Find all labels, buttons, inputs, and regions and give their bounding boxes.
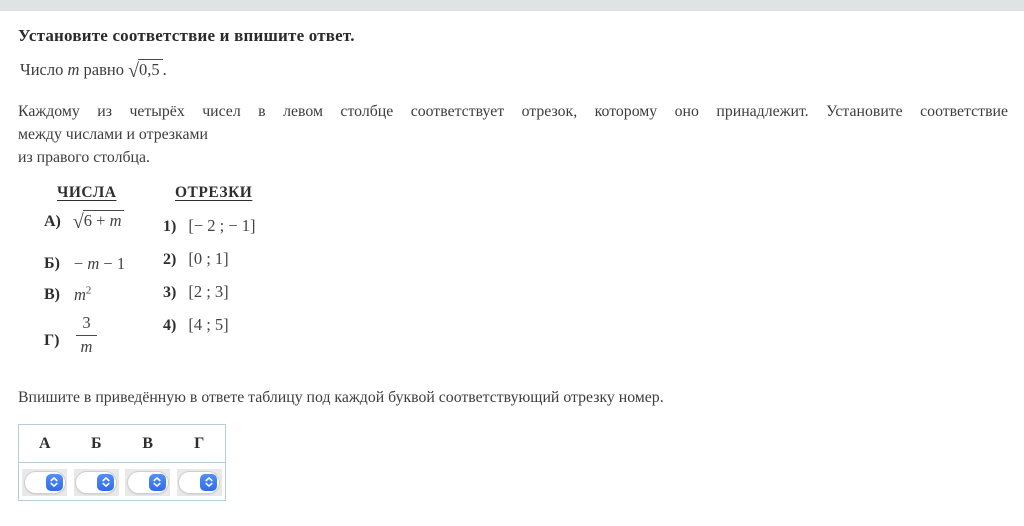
- number-item-v-expression: [74, 285, 91, 305]
- radical-icon: √: [128, 60, 139, 82]
- answer-input-b[interactable]: [76, 472, 116, 493]
- radicand: [83, 210, 125, 230]
- numbers-column-header: ЧИСЛА: [57, 184, 117, 201]
- answer-input-v-box: [125, 469, 170, 496]
- answer-input-a-stepper[interactable]: [46, 474, 63, 491]
- answer-header-b: Б: [90, 434, 102, 452]
- segment-item-4: [163, 315, 229, 335]
- question-title: Установите соответствие и впишите ответ.: [18, 26, 355, 45]
- answer-cell-a: [19, 469, 71, 496]
- segment-item-2-label: 2): [163, 251, 177, 268]
- expr-post: − 1: [99, 254, 126, 273]
- answer-input-g[interactable]: [179, 472, 219, 493]
- expr-exponent: 2: [85, 284, 92, 297]
- chevron-up-down-icon: [49, 476, 59, 488]
- task-paragraph: [18, 100, 1008, 169]
- chevron-up-down-icon: [101, 476, 111, 488]
- answer-table-input-row: [19, 463, 225, 501]
- given-prefix: Число: [20, 60, 68, 79]
- segment-item-3: [163, 282, 229, 302]
- task-paragraph-line3: из правого столбца.: [18, 149, 150, 166]
- answer-header-a: А: [38, 434, 51, 452]
- answer-header-g: Г: [194, 434, 205, 452]
- number-item-g: [44, 314, 97, 357]
- answer-input-b-field[interactable]: [81, 473, 97, 491]
- answer-table-header-row: [19, 425, 225, 463]
- number-item-g-fraction: [76, 314, 98, 357]
- answer-header-v: В: [142, 434, 154, 452]
- segment-item-3-value: [2 ; 3]: [188, 282, 229, 301]
- number-item-g-label: Г): [44, 331, 60, 349]
- fraction-numerator: 3: [82, 313, 91, 332]
- answer-cell-g: [174, 469, 226, 496]
- chevron-up-down-icon: [152, 476, 162, 488]
- answer-input-a-box: [22, 469, 67, 496]
- answer-input-a-field[interactable]: [30, 473, 46, 491]
- answer-input-g-field[interactable]: [184, 473, 200, 491]
- fraction-denominator: m: [76, 335, 98, 357]
- segment-item-1-value: [− 2 ; − 1]: [188, 216, 256, 235]
- given-middle: равно: [79, 60, 129, 79]
- answer-input-g-box: [177, 469, 222, 496]
- number-item-a: [44, 211, 124, 233]
- expr-var: m: [87, 254, 100, 273]
- answer-input-b-stepper[interactable]: [97, 474, 114, 491]
- number-item-v-label: В): [44, 286, 60, 303]
- segment-item-1: [163, 216, 256, 236]
- number-item-v: [44, 285, 91, 305]
- radicand: 0,5: [138, 59, 163, 79]
- answer-input-g-stepper[interactable]: [200, 474, 217, 491]
- segment-item-1-label: 1): [163, 218, 177, 235]
- radical-icon: √: [72, 211, 84, 233]
- number-item-b-expression: [74, 254, 125, 274]
- segment-item-4-label: 4): [163, 317, 177, 334]
- number-item-a-expression: [73, 211, 125, 233]
- segments-column-header: ОТРЕЗКИ: [175, 184, 253, 201]
- answer-input-b-box: [74, 469, 119, 496]
- segment-item-2: [163, 249, 229, 269]
- number-item-b: [44, 254, 125, 274]
- answer-cell-b: [71, 469, 123, 496]
- radicand-var: m: [109, 211, 122, 230]
- answer-instruction: Впишите в приведённую в ответе таблицу под каждой буквой соответствующий отрезку номер.: [18, 389, 664, 406]
- top-bar: [0, 0, 1024, 11]
- sqrt-expression: [128, 60, 162, 82]
- chevron-up-down-icon: [204, 476, 214, 488]
- segment-item-4-value: [4 ; 5]: [188, 315, 229, 334]
- variable-m: m: [67, 60, 80, 79]
- answer-input-v[interactable]: [128, 472, 168, 493]
- segment-item-3-label: 3): [163, 284, 177, 301]
- answer-table: [18, 424, 226, 501]
- expr-base: m: [74, 285, 86, 304]
- answer-input-a[interactable]: [25, 472, 65, 493]
- radicand-pre: 6 +: [83, 211, 110, 230]
- given-suffix: .: [162, 60, 167, 79]
- task-paragraph-line1: Каждому из четырёх чисел в левом столбце соответствует отрезок, которому оно принадлежит. Установите соответствие: [18, 103, 1008, 120]
- number-item-a-label: А): [44, 212, 61, 230]
- given-statement: [20, 60, 167, 82]
- segment-item-2-value: [0 ; 1]: [188, 249, 229, 268]
- expr-pre: −: [73, 254, 88, 273]
- answer-input-v-stepper[interactable]: [149, 474, 166, 491]
- answer-input-v-field[interactable]: [133, 473, 149, 491]
- number-item-b-label: Б): [44, 255, 60, 272]
- task-paragraph-line2: между числами и отрезками: [18, 126, 208, 143]
- answer-cell-v: [122, 469, 174, 496]
